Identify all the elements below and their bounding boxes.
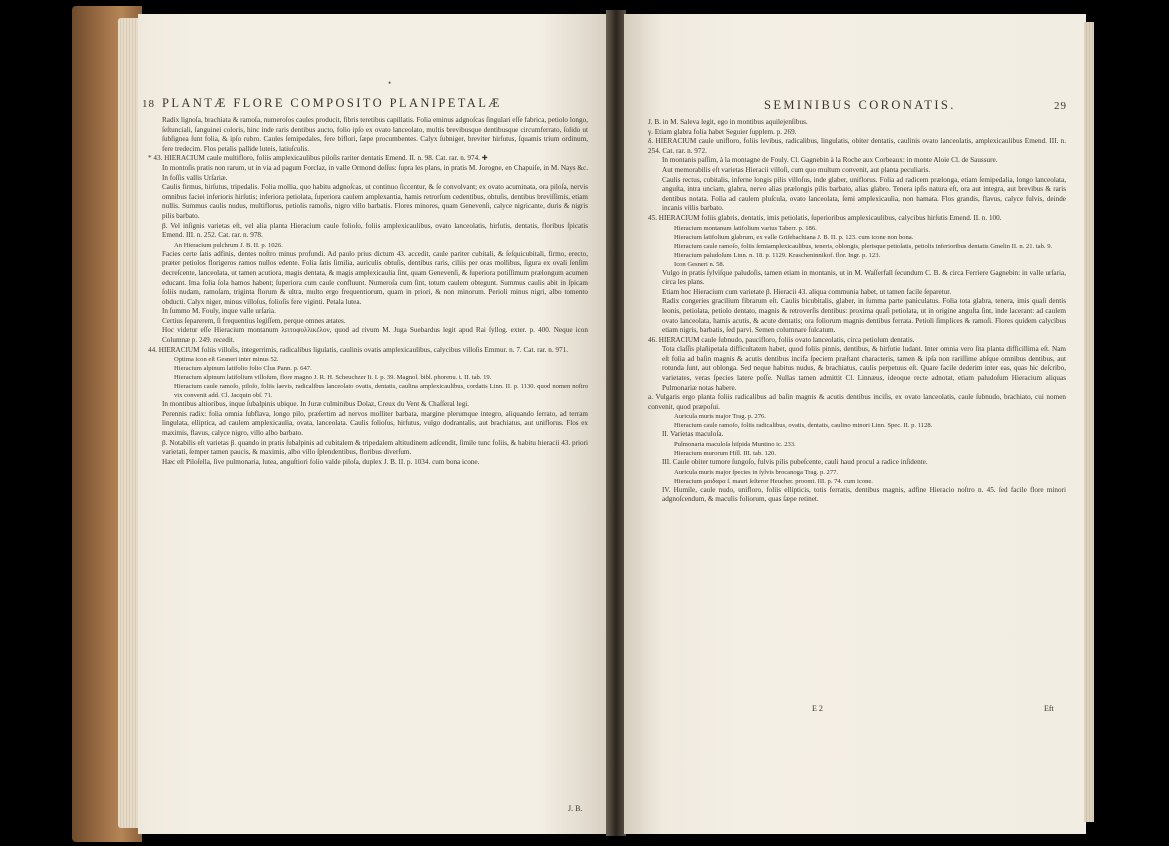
paragraph: Certius ſeparerem, ſi frequentius legiſſem, perque omnes ætates. [162, 316, 346, 325]
paragraph: 44. HIERACIUM foliis villoſis, integerrimis, radicalibus ligulatis, caulinis ovatis amplexicaulibus, calycibus villoſis Emmur. n. 7. Cat. rar. n. 971. [148, 345, 569, 354]
paragraph: Hieracium caule ramoſo, foliis ſemiamplexicaulibus, teneris, oblongis, plerisque petiolatis, petiolis inferioribus dentatis Gmelin II. n. 21. tab. 9. [674, 242, 1053, 250]
paragraph: Hieracium paludoſum Linn. n. 18. p. 1129. Krascheninnikof. flor. Ingr. p. 123. [674, 251, 881, 259]
ornament-dot: • [388, 78, 392, 88]
left-catchword: J. B. [568, 804, 583, 813]
paragraph: Perennis radix: folia omnia ſubflava, longo pilo, præſertim ad nervos molliter barbata, margine plerumque integro, aliquando ſerrato, ad terram lingulata, elliptica, ad caulem amplexicaulia, ovata, lanceolata. Caulis folioſus, hirſutus, vulgo dodrantalis, aut brachiatus, aut uniflorus. Flos ex maximis, flavus, calyce nigro, villo albo barbato. [162, 409, 588, 438]
paragraph: Etiam hoc Hieracium cum varietate β. Hieracii 43. aliqua communia habet, ut tamen facile ſeparetur. [662, 287, 952, 296]
paragraph: Hoc videtur eſſe Hieracium montanum λειτοφυλλικέλον, quod ad rivum M. Juga Suebardus legit apud Rai ſyllog. exter. p. 400. Neque icon Columnæ p. 249. recedit. [162, 326, 588, 345]
paragraph: Pulmonaria maculoſa hiſpida Muntino ic. 233. [674, 441, 796, 449]
paragraph: Hieracium alpinum latifolium villoſum, flore magno J. R. H. Scheuchzer It. I. p. 39. Magnol. bibl. phorenu. t. II. tab. 19. [174, 374, 492, 382]
paragraph: Hieracium latifolium glabrum, ex valle Griſebachiana J. B. II. p. 123. cum icone non bona. [674, 233, 914, 241]
paragraph: Hieracium alpinum latifolio folio Clus Pann. p. 647. [174, 365, 312, 373]
right-page [624, 14, 1086, 834]
paragraph: 45. HIERACIUM foliis glabris, dentatis, imis petiolatis, ſuperioribus amplexicaulibus, calycibus hirſutis Emend. II. n. 100. [648, 213, 1002, 222]
paragraph: In montanis paſſim, à la montagne de Fouly. Cl. Gagnebin à la Roche aux Corbeaux: in monte Aloie Cl. de Saussure. [662, 156, 998, 165]
paragraph: Hieracium caule ramoſo, piloſo, foliis laevis, radicalibus lanceolato ovatis, dentatis, caulina amplexicaulibus, cordatis Linn. II. p. 1130. quod nomen noſtro vix convenit add. Cl. Jacquin obſ. 71. [174, 383, 588, 400]
paragraph: Aut memorabilis eſt varietas Hieracii villoſi, cum quo multum convenit, aut planta peculiaris. [662, 165, 931, 174]
paragraph: J. B. in M. Saleva legit, ego in montibus aquilejenſibus. [648, 118, 808, 126]
signature-mark: E 2 [812, 704, 823, 713]
right-catchword: Eft [1044, 704, 1054, 713]
paragraph: β. Notabilis eſt varietas β. quando in pratis ſubalpinis ad cubitalem & tripedalem altitudinem adſcendit, ſimile tunc foliis, & habitu hieracii 43. priori varietati, ſemper tamen paucis, & maximis, albo villo ſplendentibus, floribus diverſum. [162, 438, 588, 457]
paragraph: Optima icon eſt Gesneri inter minus 52. [174, 356, 279, 364]
left-page-number: 18 [142, 98, 155, 110]
paragraph: Caulis rectus, cubitalis, inferne longis pilis villoſus, inde glaber, uniflorus. Folia ad radicem prælonga, etiam ſemipedalia, longo lanceolata, anguſta, intra unciam, glabra, nervo alias prælongis pilis barbato, alias glabro. Tenera ipſis natura eſt, ora aut integra, aut brevibus & raris dentibus notata. Folia ad caulem pluſcula, ovato lanceolata, ſemi amplexicaulia, non hamata. Flos grandis, flavus, calyce fulvis, deinde incanis villis barbato. [662, 175, 1066, 213]
paragraph: In montibus altioribus, inque ſubalpinis ubique. In Juræ culminibus Dolaz, Creux du Vent & Chaſſeral legi. [162, 400, 470, 409]
paragraph: II. Varietas maculoſa. [662, 430, 724, 439]
paragraph: In montoſis pratis non rarum, ut in via ad pagum Forclaz, in valle Ormond deſſus: ſupra les plans, in pratis M. Jorogne, en Chapuiſe, in M. Nays &c. In foſſis vallis Urſariæ. [162, 163, 588, 182]
paragraph: Hæc eſt Piloſella, ſive pulmonaria, lutea, anguſtiori folio valde piloſa, duplex J. B. II. p. 1034. cum bona icone. [162, 457, 480, 466]
paragraph: δ. HIERACIUM caule unifloro, foliis levibus, radicalibus, lingulatis, obiter dentatis, caulinis ovato lanceolatis, amplexicaulibus Emend. III. n. 254. Cat. rar. n. 972. [648, 137, 1066, 155]
paragraph: γ. Etiam glabra folia habet Seguier ſupplem. p. 269. [648, 127, 797, 136]
paragraph: Facies certe ſatis adfinis, dentes noſtro minus profundi. Ad paulo prius dictum 43. accedit, caule pariter cubitali, & ſeſquicubitali, firmo, erecto, præter petiolos florigeros ramos nullos edente. Folia ſatis ſimilia, auriculis obtuſis, dentibus raris, ciliis per oras mollibus, ſigura ex ovali ſenſim decreſcente, lanceolata, ut tamen acutiora, magis dentata, & magis amplexicaulia ſint, quam Genevenſi, & ſuperiora potiſſimum prælongum acumen educant. Ima folia ſola hamos habent; ſuperiora cum caule confluunt. Numeroſa cum ſint, totum caulem obtegunt. Summus caulis abit in ſpicam ſoliis nudam, ramoſam, triginta florum & ultra, multo ergo frequentiorum, quam in priori, & non minorum. Perioli minus nigri, albo tomento obducti. Calyx niger, minus villoſus, folioſis fere viginti. Petala lutea. [162, 249, 588, 306]
left-page-body [148, 116, 588, 467]
paragraph: IV. Humile, caule nudo, unifloro, foliis ellipticis, totis ferratis, dentibus magnis, adfine Hieracio noſtro n. 45. ſed facile flore minori adgnoſcendum, & maculis foliorum, quas ſæpe retinet. [662, 485, 1066, 504]
left-page-header: PLANTÆ FLORE COMPOSITO PLANIPETALÆ [162, 96, 502, 110]
paragraph: Hieracium montanum latifolium varius Taberr. p. 186. [674, 224, 817, 232]
paragraph: Radix congeries gracilium fibrarum eſt. Caulis bicubitalis, glaber, in ſumma parte paniculatus. Folia tota glabra, tenera, imis quaſi dentis leonis, petiolata, petiolo dentato, magnis & retroverſis dentibus: proxima quaſi petiolata, ut in origine anguſta ſint, inde lacerant: ad caulem ovato lanceolata, hamis acutis, & acute dentatis; ora foliorum magnis dentibus ferrata. Petioli ſimplices & ramoſi. Flores quidem calycibus etiam nigris, barbatis, ſed parvi. Semen columnare ſulcatum. [662, 297, 1066, 335]
paragraph: Tota claſſis plañipetala difficultatem habet, quod foliis pinnis, dentibus, & hirſutie ludant. Inter omnia vero ſita planta difficillima eſt. Nam eſt folia ad baſin magnis & acutis dentibus incifa ſpeciem præſtant characteris, tamen & ipſa non rariſſime abſque omnibus dentibus, aut rotunda ſunt, aut oblonga. Sed neque habitus nudus, & brachiatus, caulis perpetuus eſt. Quare facile dederim inter eas, quas hic deſcribo, varietates, veras ſpecies latere poſſe. Nullas tamen admittit Cl. Linnæus, ideoque recte adnotat, etiam paludoſum Hieracium aliquas Pulmonariæ notas habere. [662, 345, 1066, 392]
paragraph: Hieracium μαιδαρα ſ. mauri ſeſteror Heucher. proomt. III. p. 74. cum icone. [674, 477, 873, 485]
paragraph: Caulis firmus, hirſutus, tripedalis. Folia mollia, quo habitu adgnoſcas, ut continuo ſiccentur, & ſe convolvant; ex ovato acuminata, ora piloſa, nervis omnibus faciei inferioris hirſutis; inferiora petiolata, ſuperiora caulem amplexantia, hamis retrorſum cedentibus, obtuſis, dentibus breviſſimis, etiam nullis. Summus caulis nudus, multiflorus, petiolis ramoſis, nigro villo barbatis. Flores minores, quam Genevenſi, calyce nigricante, duris & nigris pilis barbato. [162, 183, 588, 220]
page-edges-right [1084, 22, 1094, 822]
paragraph: Vulgo in pratis ſylviſque paludoſis, tamen etiam in montanis, ut in M. Waſſerfall ſecundum C. B. & circa Ferriere Gagnebin: in valle urſaria, circa les plans. [662, 268, 1066, 287]
paragraph: An Hieracium pulchrum J. B. II. p. 1026. [174, 241, 283, 249]
paragraph: Auricula muris major ſpecies in ſylvis brocanoga Trag. p. 277. [674, 468, 839, 476]
paragraph: a. Vulgaris ergo planta foliis radicalibus ad baſin magnis & acutis dentibus inciſis, ex ovato lanceolatis, caule ſubnudo, brachiato, cui nomen convenit, quod præpoſui. [648, 393, 1066, 411]
paragraph: β. Vel inſignis varietas eſt, vel alia planta Hieracium caule folioſo, foliis amplexicaulibus, ovato lanceolatis, hirſutis, dentatis, floribus ſpicatis Emend. III. n. 252. Cat. rar. n. 978. [162, 221, 588, 240]
paragraph: Icon Gesneri n. 58. [674, 260, 725, 268]
paragraph: In ſummo M. Fouly, inque valle urſaria. [162, 307, 276, 316]
paragraph: 46. HIERACIUM caule ſubnudo, paucifloro, foliis ovato lanceolatis, circa petiolum dentatis. [648, 335, 915, 344]
right-page-number: 29 [1054, 100, 1067, 112]
paragraph: Hieracium caule ramoſo, foliis radicalibus, ovatis, dentatis, caulino minori Linn. Spec. II. p. 1128. [674, 422, 933, 430]
paragraph: * 43. HIERACIUM caule multifloro, foliis amplexicaulibus piloſis rariter dentatis Emend. II. n. 98. Cat. rar. n. 974. ✚ [148, 154, 488, 163]
book-gutter [606, 10, 626, 836]
paragraph: Hieracium murorum Hill. III. tab. 120. [674, 450, 776, 458]
paragraph: Radix lignoſa, brachiata & ramoſa, numeroſos caules producit, fibris teretibus capillatis. Folia eminus adgnoſcas ſingulari eſſe fabrica, petiolo longo, ſeſtunciali, ſanguinei coloris, hinc inde raris dentibus aucto, folio ipſo ex ovato lanceolato, multis brevibusque dentibusque circumferrato, ſolido ut ſubſignea ſunt folia, & ipſo rubro. Caules ſemipedales, fere biflori, ſæpe procumbentes. Calyx ſubniger, breviter hirſutus, ſquamis trium ordinum, fere tredecim. Flos petalis pallide luteis, latiuſculis. [162, 116, 588, 153]
paragraph: Auricula muris major Trag. p. 276. [674, 413, 766, 421]
right-page-body [648, 118, 1066, 505]
left-page [138, 14, 608, 834]
right-page-header: SEMINIBUS CORONATIS. [764, 98, 956, 112]
paragraph: III. Caule obiter tumore ſungoſo, fulvis pilis pubeſcente, cauli haud procul a radice inſidente. [662, 458, 928, 467]
